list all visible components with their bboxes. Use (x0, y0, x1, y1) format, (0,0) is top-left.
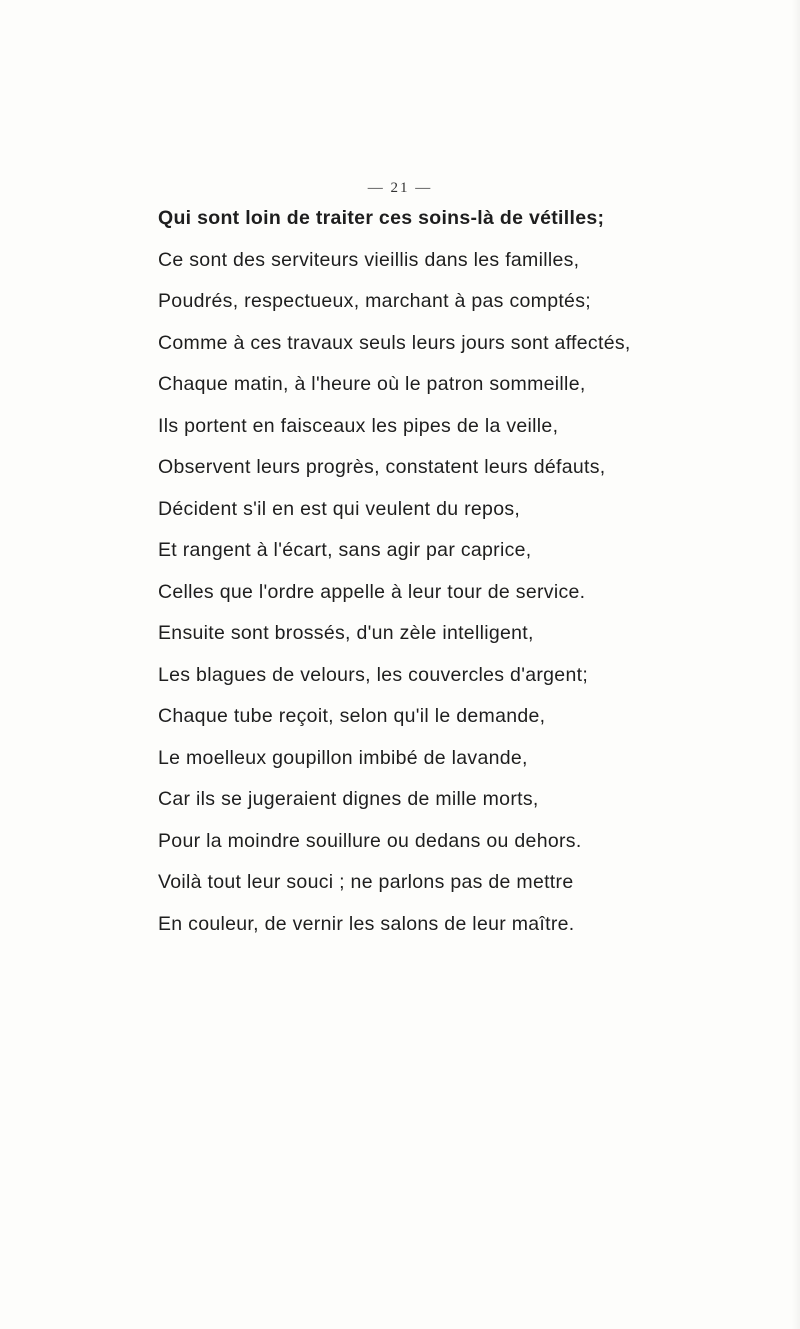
verse-line: Car ils se jugeraient dignes de mille morts, (158, 788, 539, 810)
verse-line: Observent leurs progrès, constatent leurs défauts, (158, 456, 606, 478)
verse-line: Chaque tube reçoit, selon qu'il le demande, (158, 705, 546, 727)
verse-line: Pour la moindre souillure ou dedans ou dehors. (158, 829, 582, 852)
verse-line: Décident s'il en est qui veulent du repos, (158, 497, 521, 520)
verse-line: Le moelleux goupillon imbibé de lavande, (158, 746, 528, 769)
verse-line: Qui sont loin de traiter ces soins-là de vétilles; (158, 207, 605, 229)
verse-line: Voilà tout leur souci ; ne parlons pas de mettre (158, 871, 574, 893)
page-number: — 21 — (367, 180, 433, 196)
verse-line: Et rangent à l'écart, sans agir par caprice, (158, 539, 532, 561)
verse-line: Ce sont des serviteurs vieillis dans les familles, (158, 248, 580, 271)
verse-line: Poudrés, respectueux, marchant à pas comptés; (158, 290, 591, 312)
verse-line: Ils portent en faisceaux les pipes de la veille, (158, 414, 559, 437)
verse-line: Chaque matin, à l'heure où le patron sommeille, (158, 373, 586, 395)
verse-line: Celles que l'ordre appelle à leur tour de service. (158, 580, 586, 603)
page-edge-shadow (792, 0, 800, 1329)
verse-line: Comme à ces travaux seuls leurs jours sont affectés, (158, 331, 631, 354)
verse-line: En couleur, de vernir les salons de leur maître. (158, 912, 575, 935)
verse-line: Les blagues de velours, les couvercles d'argent; (158, 663, 589, 686)
poem-text (158, 198, 778, 945)
verse-line: Ensuite sont brossés, d'un zèle intelligent, (158, 622, 534, 644)
